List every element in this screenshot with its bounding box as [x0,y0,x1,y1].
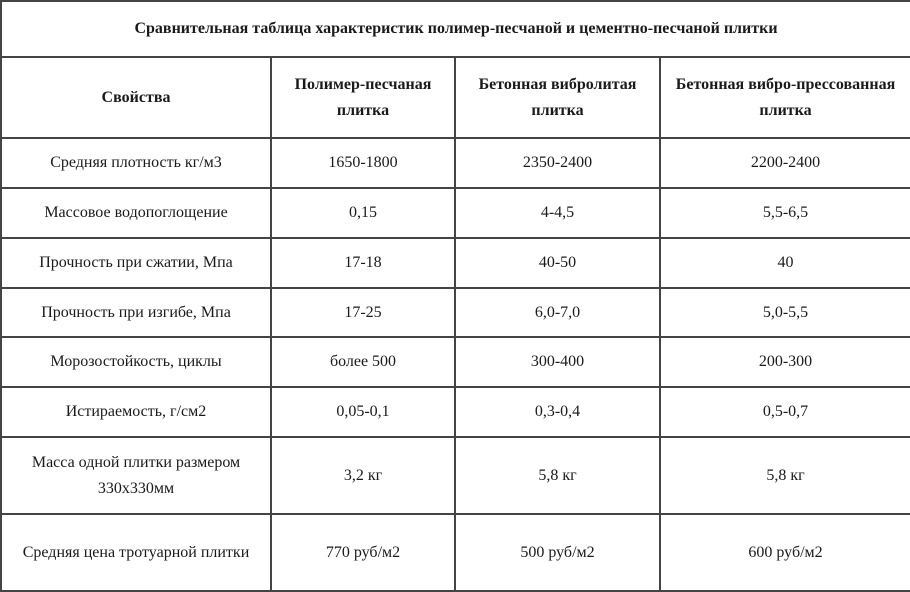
table-row [1,288,910,338]
value-cell: 300-400 [455,337,660,387]
value-cell: 2350-2400 [455,138,660,188]
column-header: Свойства [1,57,271,138]
value-cell: 500 руб/м2 [455,514,660,591]
table-row [1,337,910,387]
value-cell: более 500 [271,337,455,387]
value-cell: 3,2 кг [271,437,455,514]
value-cell: 17-18 [271,238,455,288]
property-cell: Массовое водопоглощение [1,188,271,238]
value-cell: 0,3-0,4 [455,387,660,437]
value-cell: 17-25 [271,288,455,338]
value-cell: 5,8 кг [660,437,910,514]
value-cell: 770 руб/м2 [271,514,455,591]
table-row [1,514,910,591]
table-row [1,188,910,238]
property-cell: Прочность при сжатии, Мпа [1,238,271,288]
table-row [1,238,910,288]
value-cell: 2200-2400 [660,138,910,188]
column-header: Бетонная вибролитая плитка [455,57,660,138]
value-cell: 0,15 [271,188,455,238]
value-cell: 5,5-6,5 [660,188,910,238]
column-header: Полимер-песчаная плитка [271,57,455,138]
value-cell: 0,05-0,1 [271,387,455,437]
value-cell: 4-4,5 [455,188,660,238]
value-cell: 5,0-5,5 [660,288,910,338]
table-row [1,437,910,514]
title-row [1,1,910,57]
value-cell: 1650-1800 [271,138,455,188]
property-cell: Средняя цена тротуарной плитки [1,514,271,591]
property-cell: Средняя плотность кг/м3 [1,138,271,188]
value-cell: 0,5-0,7 [660,387,910,437]
header-row [1,57,910,138]
value-cell: 600 руб/м2 [660,514,910,591]
table-row [1,138,910,188]
value-cell: 5,8 кг [455,437,660,514]
property-cell: Истираемость, г/см2 [1,387,271,437]
property-cell: Прочность при изгибе, Мпа [1,288,271,338]
table-row [1,387,910,437]
column-header: Бетонная вибро-прессованная плитка [660,57,910,138]
property-cell: Морозостойкость, циклы [1,337,271,387]
value-cell: 40 [660,238,910,288]
value-cell: 200-300 [660,337,910,387]
property-cell: Масса одной плитки размером 330х330мм [1,437,271,514]
value-cell: 40-50 [455,238,660,288]
value-cell: 6,0-7,0 [455,288,660,338]
table-title: Сравнительная таблица характеристик полимер-песчаной и цементно-песчаной плитки [1,1,910,57]
